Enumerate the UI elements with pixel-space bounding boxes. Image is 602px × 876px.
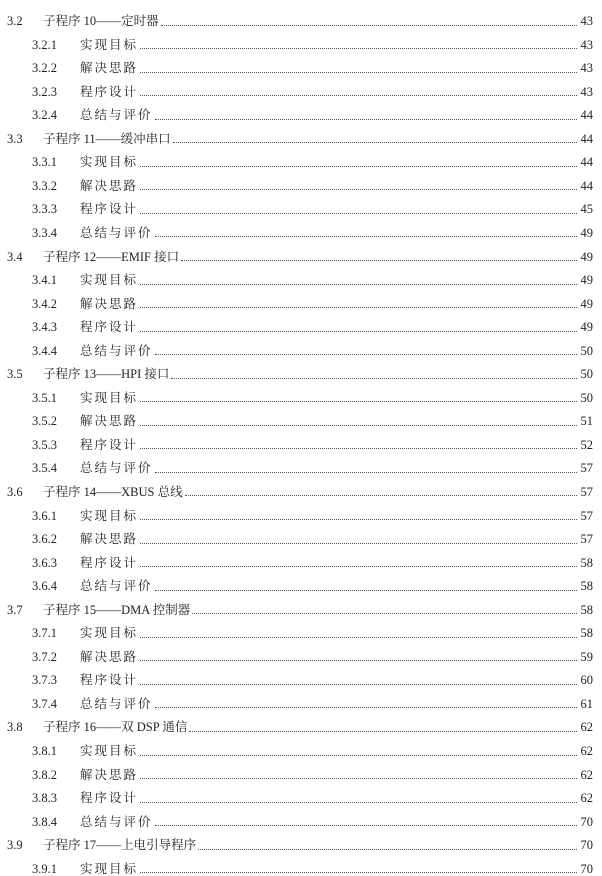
- toc-subsection-entry[interactable]: [0, 169, 602, 193]
- toc-entry-page-number: 44: [580, 178, 593, 193]
- toc-section-entry[interactable]: [0, 828, 602, 852]
- toc-entry-number: 3.8.3: [32, 791, 57, 806]
- toc-entry-number: 3.7.2: [32, 649, 57, 664]
- toc-entry-number: 3.3: [7, 131, 23, 146]
- toc-section-entry[interactable]: [0, 239, 602, 263]
- toc-entry-title: 解决思路: [80, 178, 139, 193]
- toc-entry-title: 实现目标: [80, 744, 139, 758]
- dot-leader: [155, 236, 577, 237]
- dot-leader: [140, 802, 577, 803]
- toc-entry-title: 程序设计: [80, 84, 139, 99]
- toc-subsection-entry[interactable]: [0, 287, 602, 311]
- toc-entry-title: 总结与评价: [80, 108, 153, 123]
- dot-leader: [181, 260, 577, 261]
- toc-subsection-entry[interactable]: [0, 381, 602, 405]
- toc-subsection-entry[interactable]: [0, 522, 602, 546]
- dot-leader: [140, 331, 577, 332]
- toc-entry-number: 3.8.1: [32, 744, 57, 758]
- toc-entry-number: 3.4.3: [32, 320, 57, 335]
- toc-subsection-entry[interactable]: [0, 781, 602, 805]
- toc-entry-title: 解决思路: [80, 767, 139, 782]
- dot-leader: [192, 613, 577, 614]
- toc-entry-title: 实现目标: [80, 626, 139, 641]
- toc-entry-title: 子程序 14——XBUS 总线: [43, 484, 183, 499]
- toc-entry-page-number: 60: [580, 673, 593, 688]
- toc-entry-number: 3.3.2: [32, 178, 57, 193]
- dot-leader: [140, 307, 577, 308]
- toc-entry-number: 3.3.4: [32, 225, 57, 240]
- dot-leader: [171, 378, 577, 379]
- toc-entry-title: 程序设计: [80, 202, 139, 217]
- dot-leader: [185, 495, 577, 496]
- dot-leader: [140, 166, 577, 167]
- toc-entry-page-number: 57: [580, 461, 593, 476]
- toc-section-entry[interactable]: [0, 4, 602, 28]
- dot-leader: [173, 142, 577, 143]
- toc-subsection-entry[interactable]: [0, 216, 602, 240]
- toc-subsection-entry[interactable]: [0, 616, 602, 640]
- toc-entry-title: 解决思路: [80, 414, 139, 429]
- toc-entry-number: 3.2.3: [32, 84, 57, 99]
- toc-entry-title: 实现目标: [80, 390, 139, 405]
- toc-entry-title: 子程序 16——双 DSP 通信: [43, 720, 188, 735]
- toc-entry-title: 子程序 12——EMIF 接口: [43, 249, 180, 264]
- toc-entry-number: 3.5.2: [32, 414, 57, 429]
- toc-entry-page-number: 44: [580, 108, 593, 123]
- dot-leader: [140, 637, 577, 638]
- dot-leader: [140, 213, 577, 214]
- dot-leader: [140, 543, 577, 544]
- toc-entry-number: 3.2.4: [32, 108, 57, 123]
- dot-leader: [140, 72, 577, 73]
- toc-entry-title: 总结与评价: [80, 696, 153, 711]
- toc-entry-page-number: 62: [580, 720, 593, 735]
- toc-subsection-entry[interactable]: [0, 640, 602, 664]
- dot-leader: [140, 566, 577, 567]
- dot-leader: [140, 755, 577, 756]
- toc-entry-page-number: 62: [580, 767, 593, 782]
- dot-leader: [140, 660, 577, 661]
- toc-entry-title: 程序设计: [80, 320, 139, 335]
- toc-entry-page-number: 43: [580, 14, 593, 29]
- toc-entry-page-number: 57: [580, 532, 593, 547]
- toc-entry-number: 3.7: [7, 602, 23, 617]
- toc-subsection-entry[interactable]: [0, 310, 602, 334]
- toc-subsection-entry[interactable]: [0, 852, 602, 876]
- dot-leader: [155, 354, 577, 355]
- toc-section-entry[interactable]: [0, 475, 602, 499]
- toc-entry-number: 3.8.4: [32, 814, 57, 829]
- toc-entry-page-number: 49: [580, 273, 593, 288]
- dot-leader: [155, 707, 577, 708]
- dot-leader: [140, 48, 577, 49]
- toc-entry-title: 程序设计: [80, 791, 139, 806]
- toc-entry-page-number: 49: [580, 296, 593, 311]
- dot-leader: [140, 778, 577, 779]
- toc-entry-page-number: 50: [580, 343, 593, 358]
- toc-entry-number: 3.2: [7, 14, 23, 29]
- toc-subsection-entry[interactable]: [0, 569, 602, 593]
- dot-leader: [155, 472, 577, 473]
- toc-entry-number: 3.7.3: [32, 673, 57, 688]
- dot-leader: [140, 425, 577, 426]
- toc-entry-title: 总结与评价: [80, 225, 153, 240]
- toc-entry-page-number: 59: [580, 649, 593, 664]
- toc-section-entry[interactable]: [0, 593, 602, 617]
- toc-entry-number: 3.3.3: [32, 202, 57, 217]
- toc-subsection-entry[interactable]: [0, 663, 602, 687]
- toc-subsection-entry[interactable]: [0, 404, 602, 428]
- toc-entry-title: 解决思路: [80, 532, 139, 547]
- toc-entry-page-number: 43: [580, 84, 593, 99]
- toc-subsection-entry[interactable]: [0, 805, 602, 829]
- toc-subsection-entry[interactable]: [0, 98, 602, 122]
- toc-entry-number: 3.6.1: [32, 508, 57, 523]
- toc-entry-title: 程序设计: [80, 437, 139, 452]
- toc-entry-title: 子程序 15——DMA 控制器: [43, 602, 191, 617]
- toc-entry-page-number: 57: [580, 484, 593, 499]
- toc-entry-page-number: 58: [580, 579, 593, 594]
- toc-subsection-entry[interactable]: [0, 263, 602, 287]
- toc-entry-number: 3.9: [7, 838, 23, 853]
- toc-entry-page-number: 43: [580, 37, 593, 52]
- toc-entry-number: 3.2.1: [32, 37, 57, 52]
- toc-entry-title: 实现目标: [80, 155, 139, 170]
- toc-entry-title: 程序设计: [80, 673, 139, 688]
- toc-entry-page-number: 58: [580, 602, 593, 617]
- toc-subsection-entry[interactable]: [0, 75, 602, 99]
- toc-entry-page-number: 70: [580, 861, 593, 876]
- toc-entry-title: 解决思路: [80, 296, 139, 311]
- toc-section-entry[interactable]: [0, 357, 602, 381]
- dot-leader: [140, 872, 577, 873]
- toc-entry-page-number: 70: [580, 814, 593, 829]
- toc-entry-title: 实现目标: [80, 508, 139, 523]
- toc-entry-number: 3.5: [7, 367, 23, 382]
- toc-entry-number: 3.5.3: [32, 437, 57, 452]
- toc-entry-number: 3.4.4: [32, 343, 57, 358]
- dot-leader: [155, 590, 577, 591]
- toc-entry-number: 3.5.1: [32, 390, 57, 405]
- toc-entry-title: 解决思路: [80, 649, 139, 664]
- toc-entry-title: 子程序 17——上电引导程序: [43, 838, 197, 853]
- dot-leader: [140, 284, 577, 285]
- toc-section-entry[interactable]: [0, 710, 602, 734]
- toc-entry-title: 子程序 11——缓冲串口: [43, 131, 171, 146]
- toc-entry-number: 3.7.4: [32, 696, 57, 711]
- toc-entry-number: 3.7.1: [32, 626, 57, 641]
- toc-entry-page-number: 51: [580, 414, 593, 429]
- toc-entry-title: 实现目标: [80, 37, 139, 52]
- toc-entry-number: 3.8: [7, 720, 23, 735]
- toc-entry-page-number: 43: [580, 61, 593, 76]
- toc-entry-title: 总结与评价: [80, 343, 153, 358]
- toc-entry-number: 3.4.1: [32, 273, 57, 288]
- toc-entry-number: 3.5.4: [32, 461, 57, 476]
- toc-entry-number: 3.2.2: [32, 61, 57, 76]
- toc-entry-number: 3.6.4: [32, 579, 57, 594]
- toc-entry-page-number: 44: [580, 131, 593, 146]
- toc-entry-title: 程序设计: [80, 555, 139, 570]
- toc-subsection-entry[interactable]: [0, 145, 602, 169]
- toc-subsection-entry[interactable]: [0, 498, 602, 522]
- toc-subsection-entry[interactable]: [0, 758, 602, 782]
- dot-leader: [189, 731, 577, 732]
- dot-leader: [140, 684, 577, 685]
- dot-leader: [155, 825, 577, 826]
- toc-entry-page-number: 62: [580, 791, 593, 806]
- toc-entry-page-number: 52: [580, 437, 593, 452]
- dot-leader: [161, 25, 577, 26]
- dot-leader: [140, 95, 577, 96]
- toc-entry-page-number: 50: [580, 367, 593, 382]
- toc-subsection-entry[interactable]: [0, 51, 602, 75]
- toc-entry-page-number: 50: [580, 390, 593, 405]
- toc-entry-number: 3.4.2: [32, 296, 57, 311]
- toc-entry-title: 解决思路: [80, 61, 139, 76]
- toc-entry-page-number: 44: [580, 155, 593, 170]
- toc-entry-page-number: 58: [580, 555, 593, 570]
- toc-entry-page-number: 45: [580, 202, 593, 217]
- toc-subsection-entry[interactable]: [0, 334, 602, 358]
- toc-entry-page-number: 49: [580, 249, 593, 264]
- toc-subsection-entry[interactable]: [0, 451, 602, 475]
- dot-leader: [140, 448, 577, 449]
- dot-leader: [140, 189, 577, 190]
- toc-entry-number: 3.6: [7, 484, 23, 499]
- dot-leader: [140, 401, 577, 402]
- toc-entry-page-number: 58: [580, 626, 593, 641]
- dot-leader: [140, 519, 577, 520]
- toc-entry-page-number: 62: [580, 744, 593, 758]
- toc-entry-page-number: 61: [580, 696, 593, 711]
- toc-entry-number: 3.8.2: [32, 767, 57, 782]
- toc-subsection-entry[interactable]: [0, 428, 602, 452]
- toc-section-entry[interactable]: [0, 122, 602, 146]
- toc-entry-title: 总结与评价: [80, 579, 153, 594]
- toc-entry-number: 3.9.1: [32, 861, 57, 876]
- toc-entry-page-number: 49: [580, 320, 593, 335]
- toc-entry-page-number: 70: [580, 838, 593, 853]
- toc-entry-title: 子程序 10——定时器: [43, 14, 159, 29]
- toc-entry-number: 3.6.3: [32, 555, 57, 570]
- toc-entry-title: 实现目标: [80, 861, 139, 876]
- toc-entry-number: 3.4: [7, 249, 23, 264]
- toc-subsection-entry[interactable]: [0, 192, 602, 216]
- toc-entry-page-number: 57: [580, 508, 593, 523]
- toc-entry-number: 3.3.1: [32, 155, 57, 170]
- toc-subsection-entry[interactable]: [0, 687, 602, 711]
- toc-entry-title: 总结与评价: [80, 461, 153, 476]
- toc-subsection-entry[interactable]: [0, 546, 602, 570]
- toc-entry-page-number: 49: [580, 225, 593, 240]
- toc-entry-title: 实现目标: [80, 273, 139, 288]
- toc-entry-title: 子程序 13——HPI 接口: [43, 367, 170, 382]
- toc-subsection-entry[interactable]: [0, 734, 602, 758]
- toc-entry-title: 总结与评价: [80, 814, 153, 829]
- toc-subsection-entry[interactable]: [0, 28, 602, 52]
- toc-entry-number: 3.6.2: [32, 532, 57, 547]
- table-of-contents: [0, 4, 602, 875]
- dot-leader: [155, 119, 577, 120]
